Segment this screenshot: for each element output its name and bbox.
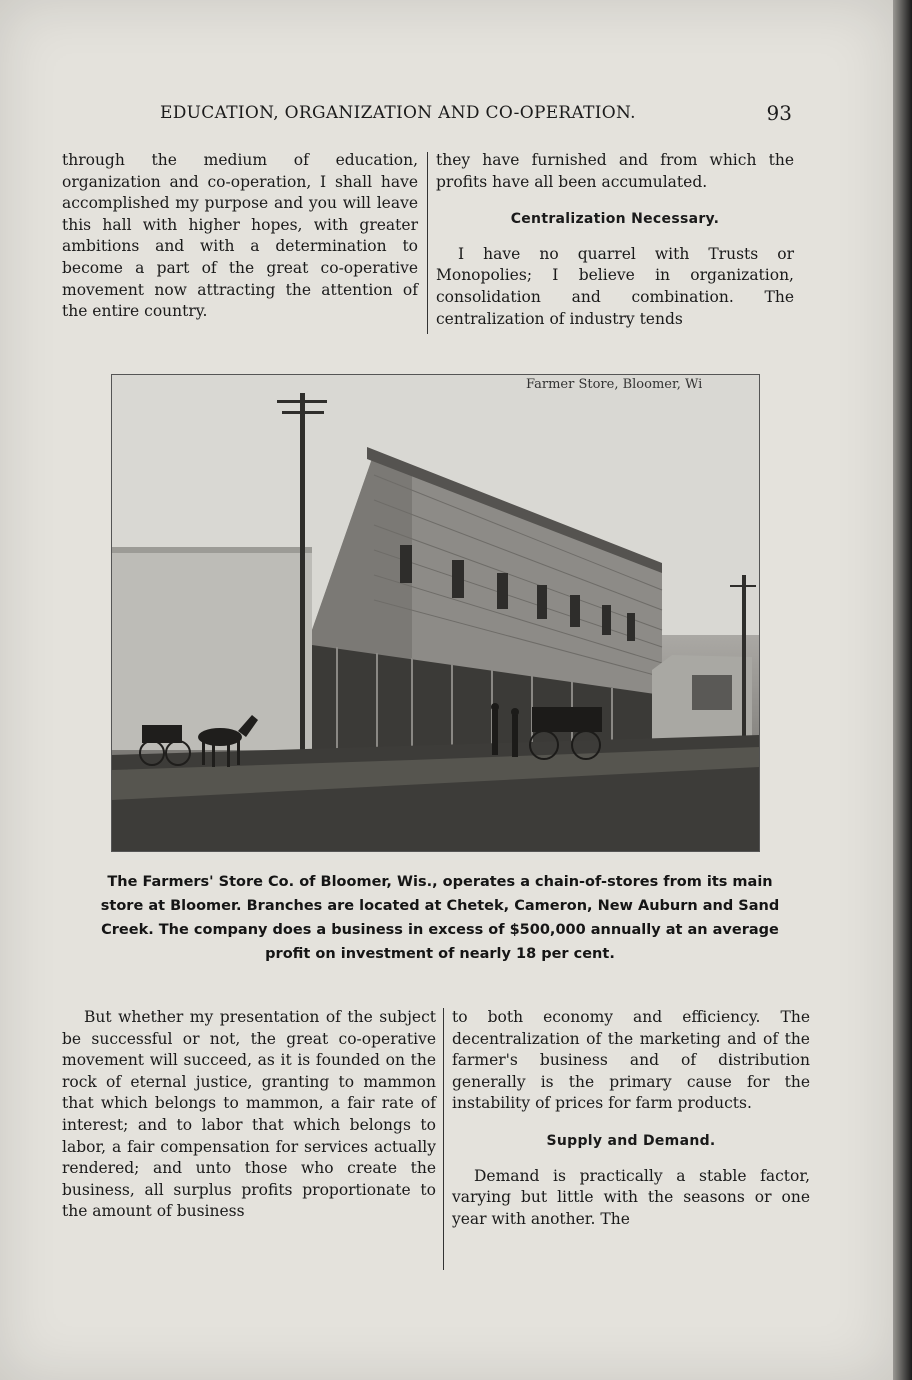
paragraph: Demand is practically a stable factor, varying but little with the seasons or one year with another. The	[452, 1166, 810, 1228]
section-heading: Centralization Necessary.	[510, 211, 720, 228]
store-photograph	[111, 374, 760, 852]
page-header	[160, 103, 800, 133]
paragraph: to both economy and efficiency. The decentralization of the marketing and of the farmer's business and of distribution generally is the primary cause for the instability of prices for farm products.	[452, 1008, 810, 1113]
running-title: EDUCATION, ORGANIZATION AND CO-OPERATION.	[160, 103, 636, 123]
column-divider	[427, 152, 428, 334]
photo-inscription: Farmer Store, Bloomer, Wi	[526, 377, 703, 392]
paragraph: they have furnished and from which the profits have all been accumulated.	[436, 151, 794, 191]
paragraph: I have no quarrel with Trusts or Monopolies; I believe in organization, consolidation and combination. The centralization of industry tends	[436, 244, 794, 328]
column-divider	[443, 1008, 444, 1270]
photo-caption: The Farmers' Store Co. of Bloomer, Wis., operates a chain-of-stores from its main store at Bloomer. Branches are located at Chetek, Cameron, New Auburn and Sand Creek. The company does a business in excess of $500,000 annually at an average profit on investment of nearly 18 per cent.	[100, 874, 780, 962]
paragraph: But whether my presentation of the subject be successful or not, the great co-operative movement will succeed, as it is founded on the rock of eternal justice, granting to mammon that which belongs to mammon, a fair rate of interest; and to labor that which belongs to labor, a fair compensation for services actually rendered; and unto those who create the business, all surplus profits proportionate to the amount of business	[62, 1008, 436, 1221]
column-bottom-right	[452, 1007, 810, 1230]
column-top-right	[436, 150, 794, 330]
column-top-left	[62, 150, 418, 323]
store-photo-drawing	[112, 375, 759, 851]
section-heading: Supply and Demand.	[546, 1132, 716, 1149]
column-bottom-left	[62, 1007, 436, 1223]
page-edge-shadow	[893, 0, 912, 1380]
page-number: 93	[766, 101, 792, 125]
paragraph: through the medium of education, organization and co-operation, I shall have accomplished my purpose and you will leave this hall with higher hopes, with greater ambitions and with a determination to become a part of the great co-operative movement now attracting the attention of the entire country.	[62, 151, 418, 321]
